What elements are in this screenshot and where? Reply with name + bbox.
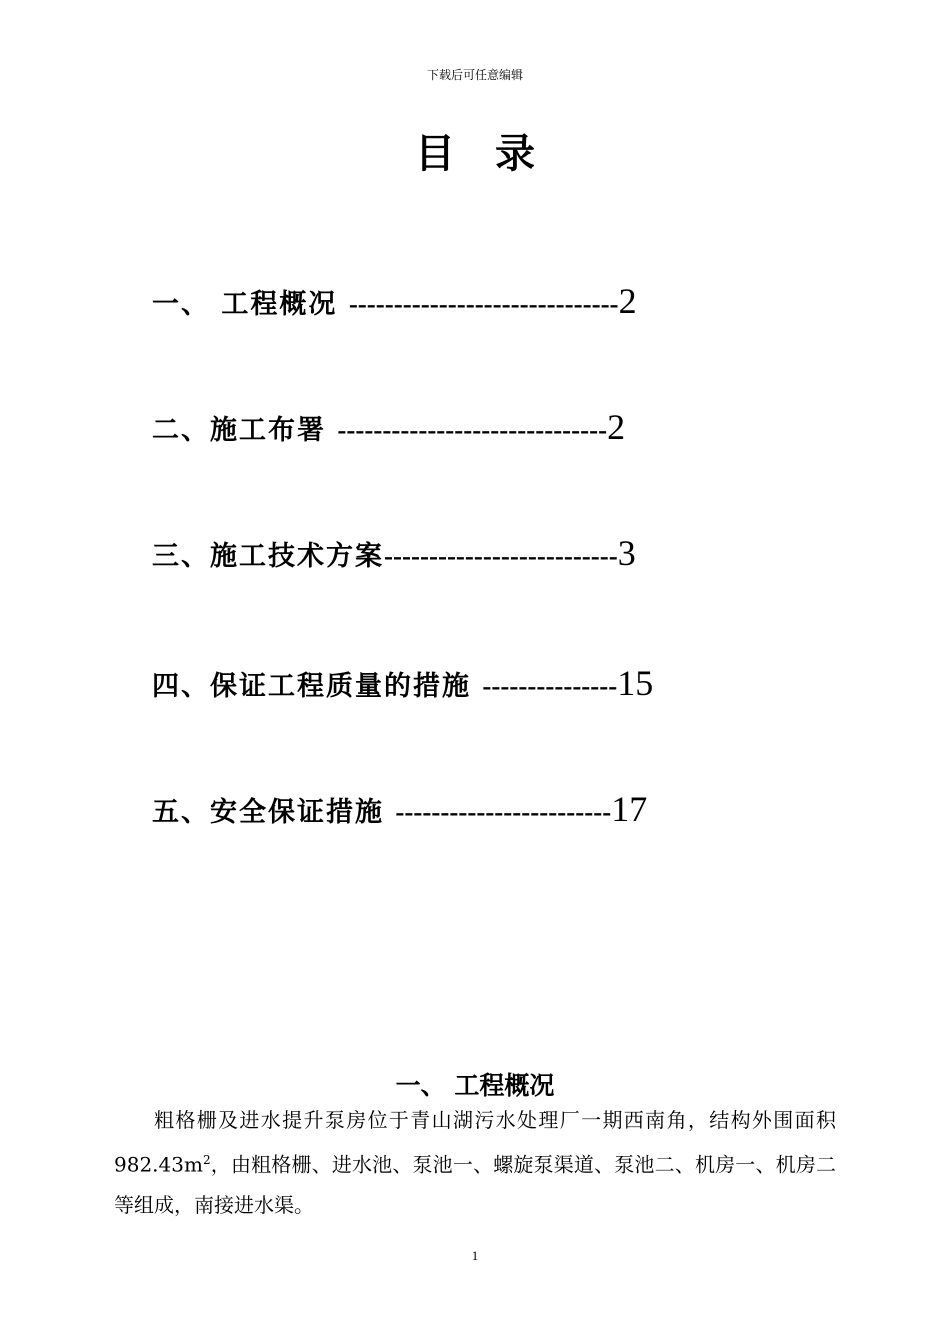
- toc-page-number: 2: [607, 407, 626, 447]
- toc-leader-dots: ------------------------------: [348, 289, 619, 319]
- toc-entry-5[interactable]: [152, 788, 647, 838]
- page-number: 1: [471, 1248, 479, 1263]
- paragraph-text-start: 粗格栅及进水提升泵房位于青山湖污水处理厂一期西南角，结构外围面积 982.43m: [114, 1108, 836, 1177]
- toc-entry-4[interactable]: [152, 662, 653, 712]
- toc-leader-dots: ---------------: [482, 671, 618, 701]
- toc-page-number: 15: [617, 663, 654, 703]
- toc-leader-dots: ------------------------: [395, 797, 612, 827]
- toc-title: 目录: [415, 131, 575, 177]
- paragraph-text-end: ，由粗格栅、进水池、泵池一、螺旋泵渠道、泵池二、机房一、机房二等组成，南接进水渠。: [114, 1152, 836, 1217]
- section-title: 一、 工程概况: [395, 1071, 555, 1100]
- toc-entry-label: 一、 工程概况: [152, 289, 349, 320]
- section-paragraph: [114, 1100, 836, 1225]
- toc-leader-dots: --------------------------: [384, 541, 618, 571]
- toc-page-number: 2: [618, 281, 637, 321]
- toc-leader-dots: ------------------------------: [337, 415, 608, 445]
- toc-entry-2[interactable]: [152, 406, 625, 456]
- header-note: 下载后可任意编辑: [426, 68, 523, 82]
- toc-entry-label: 三、施工技术方案: [152, 541, 384, 572]
- toc-entry-1[interactable]: [152, 280, 637, 330]
- toc-entry-3[interactable]: [152, 532, 636, 582]
- toc-entry-label: 五、安全保证措施: [152, 797, 396, 828]
- superscript-exponent: 2: [202, 1153, 211, 1167]
- toc-entry-label: 四、保证工程质量的措施: [152, 671, 483, 702]
- toc-page-number: 3: [617, 533, 636, 573]
- toc-entry-label: 二、施工布署: [152, 415, 338, 446]
- toc-page-number: 17: [611, 789, 648, 829]
